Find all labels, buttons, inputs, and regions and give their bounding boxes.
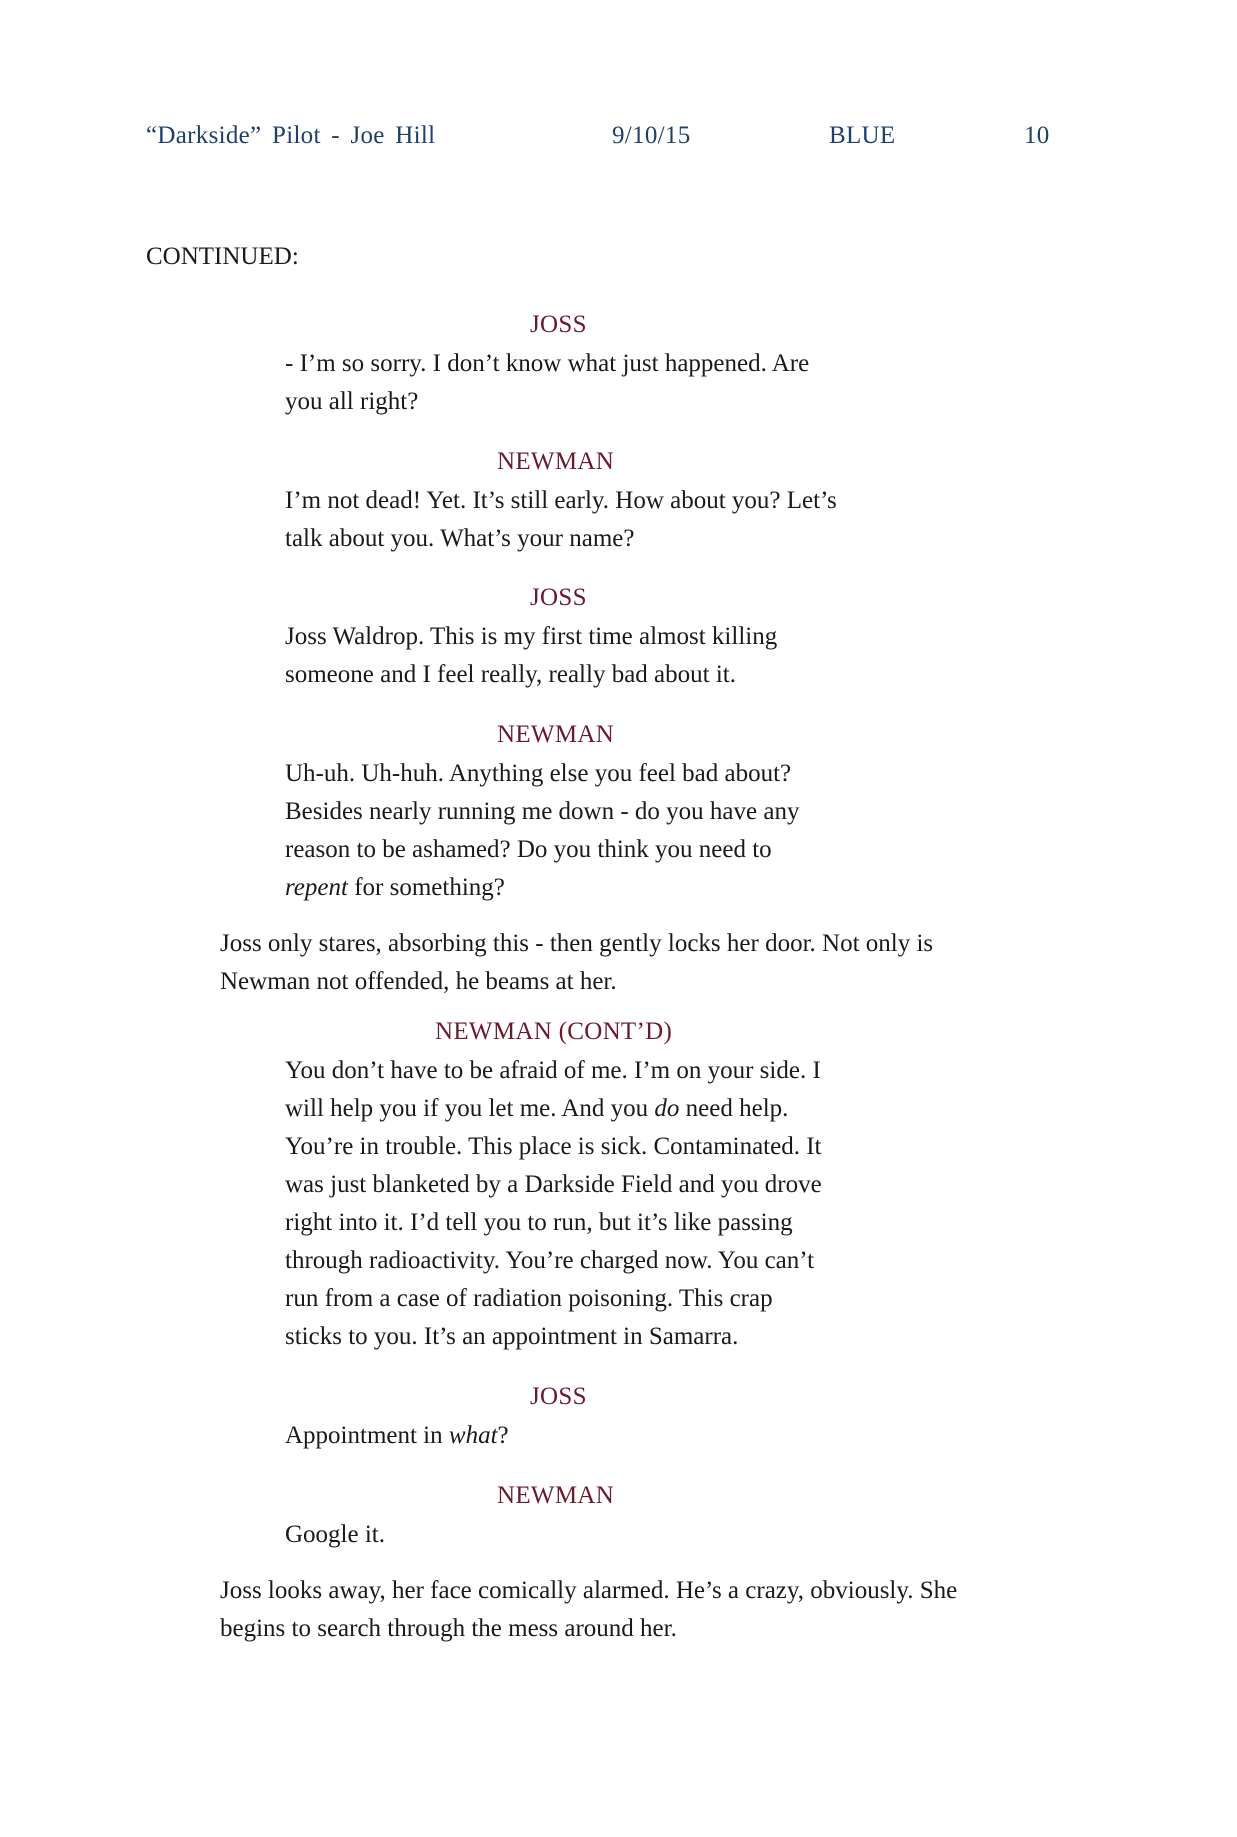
dialogue-line: Google it. (285, 1521, 385, 1548)
dialogue-text: will help you if you let me. And you (285, 1095, 655, 1122)
dialogue-line: You don’t have to be afraid of me. I’m on your side. I (285, 1057, 821, 1084)
action-line: Joss looks away, her face comically alarmed. He’s a crazy, obviously. She (220, 1577, 958, 1604)
dialogue-line: I’m not dead! Yet. It’s still early. How about you? Let’s (285, 487, 837, 514)
page-number: 10 (1024, 122, 1050, 149)
continued-label: CONTINUED: (146, 243, 299, 270)
dialogue-line (285, 1090, 925, 1128)
dialogue-block (285, 345, 925, 421)
dialogue-line (285, 1417, 925, 1455)
dialogue-line: Uh-uh. Uh-huh. Anything else you feel bad about? (285, 760, 792, 787)
character-name: NEWMAN (CONT’D) (435, 1018, 673, 1045)
character-name: NEWMAN (497, 721, 615, 748)
dialogue-text: ? (497, 1422, 509, 1449)
header-revision: BLUE (829, 122, 896, 149)
action-block (220, 925, 1080, 1001)
dialogue-line: - I’m so sorry. I don’t know what just happened. Are (285, 350, 810, 377)
dialogue-line: run from a case of radiation poisoning. This crap (285, 1285, 773, 1312)
character-name: JOSS (530, 584, 587, 611)
dialogue-text: Appointment in (285, 1422, 449, 1449)
header-date: 9/10/15 (612, 122, 691, 149)
dialogue-line: reason to be ashamed? Do you think you need to (285, 836, 772, 863)
header-title: “Darkside” Pilot - Joe Hill (146, 122, 436, 149)
dialogue-line: Besides nearly running me down - do you have any (285, 798, 800, 825)
dialogue-line (285, 869, 925, 907)
dialogue-line: was just blanketed by a Darkside Field and you drove (285, 1171, 822, 1198)
dialogue-text: for something? (347, 874, 505, 901)
dialogue-line: sticks to you. It’s an appointment in Samarra. (285, 1323, 739, 1350)
emphasis-text: what (448, 1422, 498, 1449)
dialogue-line: through radioactivity. You’re charged now. You can’t (285, 1247, 815, 1274)
character-name: JOSS (530, 1383, 587, 1410)
dialogue-line: right into it. I’d tell you to run, but it’s like passing (285, 1209, 793, 1236)
action-line: Joss only stares, absorbing this - then gently locks her door. Not only is (220, 930, 934, 957)
dialogue-line: You’re in trouble. This place is sick. Contaminated. It (285, 1133, 822, 1160)
dialogue-block (285, 1516, 925, 1554)
character-name: NEWMAN (497, 448, 615, 475)
emphasis-text: repent (285, 874, 348, 901)
character-name: JOSS (530, 311, 587, 338)
dialogue-line: Joss Waldrop. This is my first time almost killing (285, 623, 778, 650)
action-line: Newman not offended, he beams at her. (220, 968, 617, 995)
character-name: NEWMAN (497, 1482, 615, 1509)
dialogue-line: talk about you. What’s your name? (285, 525, 635, 552)
dialogue-block (285, 1052, 925, 1356)
emphasis-text: do (654, 1095, 680, 1122)
dialogue-block (285, 1417, 925, 1455)
dialogue-block (285, 482, 925, 558)
dialogue-block (285, 755, 925, 907)
dialogue-block (285, 618, 925, 694)
action-block (220, 1572, 1080, 1648)
action-line: begins to search through the mess around her. (220, 1615, 677, 1642)
dialogue-line: someone and I feel really, really bad about it. (285, 661, 736, 688)
dialogue-text: need help. (679, 1095, 789, 1122)
dialogue-line: you all right? (285, 388, 419, 415)
